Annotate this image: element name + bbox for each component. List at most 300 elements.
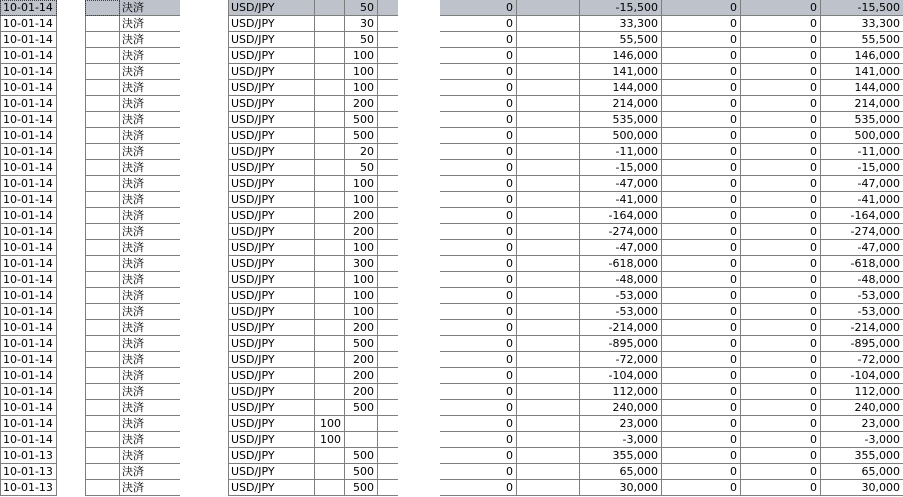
cell-zero-1[interactable]: 0 <box>440 432 517 448</box>
cell-zero-2[interactable]: 0 <box>662 288 741 304</box>
cell-blank-g[interactable] <box>378 480 398 496</box>
cell-zero-2[interactable]: 0 <box>662 176 741 192</box>
cell-currency-pair[interactable]: USD/JPY <box>228 368 314 384</box>
cell-blank-h[interactable] <box>517 288 580 304</box>
cell-blank-g[interactable] <box>378 48 398 64</box>
cell-lot-size[interactable]: 200 <box>345 368 378 384</box>
cell-lot-size[interactable]: 50 <box>345 160 378 176</box>
cell-blank-b[interactable] <box>85 208 120 224</box>
cell-zero-1[interactable]: 0 <box>440 144 517 160</box>
cell-blank-h[interactable] <box>517 384 580 400</box>
cell-zero-2[interactable]: 0 <box>662 48 741 64</box>
cell-blank-b[interactable] <box>85 384 120 400</box>
cell-zero-3[interactable]: 0 <box>741 48 821 64</box>
cell-zero-2[interactable]: 0 <box>662 96 741 112</box>
cell-blank-b[interactable] <box>85 128 120 144</box>
cell-lot-size[interactable]: 200 <box>345 384 378 400</box>
cell-lot-size[interactable]: 100 <box>345 80 378 96</box>
cell-zero-1[interactable]: 0 <box>440 448 517 464</box>
cell-profit-loss[interactable]: -15,000 <box>580 160 662 176</box>
cell-zero-3[interactable]: 0 <box>741 336 821 352</box>
cell-profit-loss-repeat[interactable]: -895,000 <box>821 336 903 352</box>
cell-lot-size[interactable] <box>345 416 378 432</box>
cell-blank-g[interactable] <box>378 96 398 112</box>
cell-settlement-type[interactable]: 決済 <box>120 336 180 352</box>
cell-zero-1[interactable]: 0 <box>440 288 517 304</box>
cell-blank-b[interactable] <box>85 144 120 160</box>
cell-lot-alt[interactable] <box>314 32 345 48</box>
cell-lot-alt[interactable] <box>314 80 345 96</box>
cell-blank-g[interactable] <box>378 272 398 288</box>
cell-lot-alt[interactable] <box>314 192 345 208</box>
cell-zero-2[interactable]: 0 <box>662 128 741 144</box>
cell-zero-3[interactable]: 0 <box>741 128 821 144</box>
cell-zero-1[interactable]: 0 <box>440 96 517 112</box>
cell-trade-date[interactable]: 10-01-14 <box>0 208 57 224</box>
cell-profit-loss[interactable]: -15,500 <box>580 0 662 16</box>
cell-trade-date[interactable]: 10-01-14 <box>0 224 57 240</box>
cell-lot-size[interactable]: 200 <box>345 208 378 224</box>
cell-currency-pair[interactable]: USD/JPY <box>228 272 314 288</box>
cell-settlement-type[interactable]: 決済 <box>120 288 180 304</box>
cell-blank-g[interactable] <box>378 176 398 192</box>
cell-blank-g[interactable] <box>378 224 398 240</box>
cell-profit-loss[interactable]: -618,000 <box>580 256 662 272</box>
cell-blank-b[interactable] <box>85 176 120 192</box>
cell-lot-alt[interactable] <box>314 256 345 272</box>
cell-settlement-type[interactable]: 決済 <box>120 208 180 224</box>
cell-zero-2[interactable]: 0 <box>662 464 741 480</box>
cell-zero-1[interactable]: 0 <box>440 240 517 256</box>
cell-zero-3[interactable]: 0 <box>741 368 821 384</box>
cell-trade-date[interactable]: 10-01-14 <box>0 320 57 336</box>
cell-profit-loss[interactable]: 30,000 <box>580 480 662 496</box>
cell-currency-pair[interactable]: USD/JPY <box>228 400 314 416</box>
cell-profit-loss[interactable]: -11,000 <box>580 144 662 160</box>
cell-blank-h[interactable] <box>517 176 580 192</box>
cell-settlement-type[interactable]: 決済 <box>120 416 180 432</box>
cell-lot-size[interactable]: 100 <box>345 240 378 256</box>
cell-lot-alt[interactable] <box>314 384 345 400</box>
cell-blank-g[interactable] <box>378 432 398 448</box>
cell-profit-loss[interactable]: -48,000 <box>580 272 662 288</box>
cell-zero-3[interactable]: 0 <box>741 64 821 80</box>
cell-lot-size[interactable]: 500 <box>345 448 378 464</box>
cell-blank-b[interactable] <box>85 288 120 304</box>
cell-profit-loss-repeat[interactable]: 65,000 <box>821 464 903 480</box>
cell-lot-size[interactable]: 50 <box>345 0 378 16</box>
cell-blank-b[interactable] <box>85 256 120 272</box>
cell-blank-g[interactable] <box>378 128 398 144</box>
cell-blank-g[interactable] <box>378 256 398 272</box>
cell-blank-g[interactable] <box>378 32 398 48</box>
cell-settlement-type[interactable]: 決済 <box>120 304 180 320</box>
cell-settlement-type[interactable]: 決済 <box>120 48 180 64</box>
cell-lot-alt[interactable] <box>314 464 345 480</box>
cell-lot-alt[interactable] <box>314 112 345 128</box>
cell-blank-b[interactable] <box>85 304 120 320</box>
cell-zero-1[interactable]: 0 <box>440 416 517 432</box>
cell-zero-3[interactable]: 0 <box>741 192 821 208</box>
cell-blank-h[interactable] <box>517 128 580 144</box>
cell-profit-loss-repeat[interactable]: 141,000 <box>821 64 903 80</box>
cell-blank-g[interactable] <box>378 80 398 96</box>
cell-zero-2[interactable]: 0 <box>662 448 741 464</box>
cell-zero-2[interactable]: 0 <box>662 384 741 400</box>
cell-lot-size[interactable]: 200 <box>345 96 378 112</box>
cell-blank-b[interactable] <box>85 480 120 496</box>
cell-zero-3[interactable]: 0 <box>741 224 821 240</box>
cell-lot-alt[interactable]: 100 <box>314 416 345 432</box>
cell-zero-1[interactable]: 0 <box>440 208 517 224</box>
cell-zero-1[interactable]: 0 <box>440 112 517 128</box>
cell-settlement-type[interactable]: 決済 <box>120 80 180 96</box>
cell-zero-1[interactable]: 0 <box>440 336 517 352</box>
cell-profit-loss-repeat[interactable]: -72,000 <box>821 352 903 368</box>
cell-zero-1[interactable]: 0 <box>440 80 517 96</box>
cell-blank-h[interactable] <box>517 48 580 64</box>
cell-currency-pair[interactable]: USD/JPY <box>228 448 314 464</box>
cell-blank-h[interactable] <box>517 192 580 208</box>
cell-profit-loss[interactable]: 141,000 <box>580 64 662 80</box>
cell-currency-pair[interactable]: USD/JPY <box>228 304 314 320</box>
cell-trade-date[interactable]: 10-01-14 <box>0 256 57 272</box>
cell-blank-b[interactable] <box>85 464 120 480</box>
cell-zero-1[interactable]: 0 <box>440 256 517 272</box>
cell-blank-g[interactable] <box>378 400 398 416</box>
cell-lot-size[interactable]: 30 <box>345 16 378 32</box>
cell-lot-size[interactable]: 100 <box>345 176 378 192</box>
cell-zero-2[interactable]: 0 <box>662 192 741 208</box>
cell-profit-loss-repeat[interactable]: -47,000 <box>821 240 903 256</box>
cell-lot-alt[interactable] <box>314 240 345 256</box>
cell-lot-alt[interactable] <box>314 144 345 160</box>
cell-profit-loss[interactable]: 65,000 <box>580 464 662 480</box>
cell-trade-date[interactable]: 10-01-14 <box>0 288 57 304</box>
cell-profit-loss-repeat[interactable]: 214,000 <box>821 96 903 112</box>
cell-blank-h[interactable] <box>517 96 580 112</box>
cell-zero-3[interactable]: 0 <box>741 352 821 368</box>
cell-blank-g[interactable] <box>378 240 398 256</box>
cell-blank-g[interactable] <box>378 304 398 320</box>
cell-trade-date[interactable]: 10-01-14 <box>0 368 57 384</box>
cell-blank-g[interactable] <box>378 160 398 176</box>
cell-zero-2[interactable]: 0 <box>662 160 741 176</box>
cell-currency-pair[interactable]: USD/JPY <box>228 112 314 128</box>
cell-zero-3[interactable]: 0 <box>741 32 821 48</box>
cell-blank-h[interactable] <box>517 16 580 32</box>
cell-trade-date[interactable]: 10-01-14 <box>0 400 57 416</box>
cell-profit-loss[interactable]: -164,000 <box>580 208 662 224</box>
cell-currency-pair[interactable]: USD/JPY <box>228 224 314 240</box>
cell-blank-b[interactable] <box>85 224 120 240</box>
cell-settlement-type[interactable]: 決済 <box>120 352 180 368</box>
cell-settlement-type[interactable]: 決済 <box>120 128 180 144</box>
cell-lot-alt[interactable] <box>314 480 345 496</box>
cell-profit-loss[interactable]: 33,300 <box>580 16 662 32</box>
cell-blank-g[interactable] <box>378 336 398 352</box>
cell-lot-size[interactable]: 500 <box>345 480 378 496</box>
cell-settlement-type[interactable]: 決済 <box>120 160 180 176</box>
cell-lot-size[interactable]: 200 <box>345 224 378 240</box>
cell-profit-loss[interactable]: -895,000 <box>580 336 662 352</box>
cell-profit-loss-repeat[interactable]: -15,500 <box>821 0 903 16</box>
cell-profit-loss-repeat[interactable]: -53,000 <box>821 288 903 304</box>
cell-zero-3[interactable]: 0 <box>741 208 821 224</box>
cell-zero-2[interactable]: 0 <box>662 400 741 416</box>
cell-lot-alt[interactable] <box>314 64 345 80</box>
cell-blank-b[interactable] <box>85 0 120 16</box>
cell-profit-loss[interactable]: -104,000 <box>580 368 662 384</box>
cell-blank-g[interactable] <box>378 64 398 80</box>
cell-lot-alt[interactable] <box>314 208 345 224</box>
cell-blank-g[interactable] <box>378 112 398 128</box>
cell-blank-b[interactable] <box>85 368 120 384</box>
cell-lot-alt[interactable]: 100 <box>314 432 345 448</box>
cell-lot-alt[interactable] <box>314 352 345 368</box>
cell-blank-h[interactable] <box>517 272 580 288</box>
cell-zero-2[interactable]: 0 <box>662 480 741 496</box>
cell-settlement-type[interactable]: 決済 <box>120 400 180 416</box>
cell-blank-b[interactable] <box>85 320 120 336</box>
cell-trade-date[interactable]: 10-01-14 <box>0 416 57 432</box>
cell-zero-1[interactable]: 0 <box>440 400 517 416</box>
cell-lot-size[interactable]: 100 <box>345 288 378 304</box>
cell-profit-loss-repeat[interactable]: 112,000 <box>821 384 903 400</box>
cell-trade-date[interactable]: 10-01-13 <box>0 480 57 496</box>
cell-profit-loss-repeat[interactable]: -41,000 <box>821 192 903 208</box>
cell-lot-size[interactable]: 100 <box>345 272 378 288</box>
cell-zero-1[interactable]: 0 <box>440 368 517 384</box>
cell-lot-alt[interactable] <box>314 96 345 112</box>
cell-settlement-type[interactable]: 決済 <box>120 432 180 448</box>
cell-lot-alt[interactable] <box>314 400 345 416</box>
cell-profit-loss-repeat[interactable]: 23,000 <box>821 416 903 432</box>
cell-currency-pair[interactable]: USD/JPY <box>228 48 314 64</box>
cell-lot-size[interactable]: 500 <box>345 336 378 352</box>
cell-blank-h[interactable] <box>517 320 580 336</box>
cell-blank-h[interactable] <box>517 112 580 128</box>
cell-blank-g[interactable] <box>378 384 398 400</box>
cell-trade-date[interactable]: 10-01-14 <box>0 32 57 48</box>
cell-trade-date[interactable]: 10-01-14 <box>0 0 57 16</box>
cell-profit-loss[interactable]: -53,000 <box>580 304 662 320</box>
cell-settlement-type[interactable]: 決済 <box>120 384 180 400</box>
cell-blank-h[interactable] <box>517 464 580 480</box>
cell-profit-loss[interactable]: 355,000 <box>580 448 662 464</box>
cell-currency-pair[interactable]: USD/JPY <box>228 64 314 80</box>
cell-trade-date[interactable]: 10-01-14 <box>0 16 57 32</box>
cell-lot-alt[interactable] <box>314 224 345 240</box>
cell-blank-b[interactable] <box>85 48 120 64</box>
cell-profit-loss-repeat[interactable]: 500,000 <box>821 128 903 144</box>
cell-trade-date[interactable]: 10-01-14 <box>0 336 57 352</box>
cell-blank-g[interactable] <box>378 448 398 464</box>
cell-zero-1[interactable]: 0 <box>440 48 517 64</box>
cell-blank-h[interactable] <box>517 448 580 464</box>
cell-blank-b[interactable] <box>85 64 120 80</box>
cell-blank-b[interactable] <box>85 240 120 256</box>
cell-zero-1[interactable]: 0 <box>440 320 517 336</box>
cell-blank-h[interactable] <box>517 256 580 272</box>
cell-currency-pair[interactable]: USD/JPY <box>228 288 314 304</box>
cell-blank-h[interactable] <box>517 416 580 432</box>
cell-zero-3[interactable]: 0 <box>741 448 821 464</box>
cell-zero-1[interactable]: 0 <box>440 128 517 144</box>
cell-zero-1[interactable]: 0 <box>440 304 517 320</box>
cell-zero-3[interactable]: 0 <box>741 96 821 112</box>
cell-settlement-type[interactable]: 決済 <box>120 192 180 208</box>
cell-trade-date[interactable]: 10-01-14 <box>0 304 57 320</box>
cell-profit-loss-repeat[interactable]: 535,000 <box>821 112 903 128</box>
cell-profit-loss-repeat[interactable]: -618,000 <box>821 256 903 272</box>
cell-zero-1[interactable]: 0 <box>440 464 517 480</box>
cell-zero-2[interactable]: 0 <box>662 256 741 272</box>
cell-zero-3[interactable]: 0 <box>741 80 821 96</box>
cell-zero-2[interactable]: 0 <box>662 416 741 432</box>
cell-lot-size[interactable]: 100 <box>345 304 378 320</box>
cell-zero-2[interactable]: 0 <box>662 16 741 32</box>
cell-blank-b[interactable] <box>85 336 120 352</box>
cell-profit-loss-repeat[interactable]: -15,000 <box>821 160 903 176</box>
cell-profit-loss[interactable]: 55,500 <box>580 32 662 48</box>
cell-blank-h[interactable] <box>517 64 580 80</box>
cell-profit-loss[interactable]: -3,000 <box>580 432 662 448</box>
cell-zero-2[interactable]: 0 <box>662 240 741 256</box>
cell-zero-1[interactable]: 0 <box>440 32 517 48</box>
cell-zero-2[interactable]: 0 <box>662 144 741 160</box>
cell-zero-3[interactable]: 0 <box>741 256 821 272</box>
cell-zero-3[interactable]: 0 <box>741 240 821 256</box>
cell-settlement-type[interactable]: 決済 <box>120 256 180 272</box>
cell-blank-g[interactable] <box>378 320 398 336</box>
cell-zero-1[interactable]: 0 <box>440 0 517 16</box>
cell-trade-date[interactable]: 10-01-14 <box>0 272 57 288</box>
cell-blank-h[interactable] <box>517 336 580 352</box>
cell-lot-alt[interactable] <box>314 304 345 320</box>
cell-blank-h[interactable] <box>517 80 580 96</box>
cell-profit-loss-repeat[interactable]: 144,000 <box>821 80 903 96</box>
cell-blank-b[interactable] <box>85 416 120 432</box>
cell-trade-date[interactable]: 10-01-14 <box>0 112 57 128</box>
cell-trade-date[interactable]: 10-01-13 <box>0 464 57 480</box>
cell-lot-size[interactable]: 100 <box>345 48 378 64</box>
cell-blank-b[interactable] <box>85 432 120 448</box>
cell-zero-1[interactable]: 0 <box>440 192 517 208</box>
cell-lot-alt[interactable] <box>314 368 345 384</box>
cell-currency-pair[interactable]: USD/JPY <box>228 96 314 112</box>
cell-blank-b[interactable] <box>85 448 120 464</box>
cell-blank-h[interactable] <box>517 144 580 160</box>
cell-blank-g[interactable] <box>378 416 398 432</box>
cell-lot-size[interactable]: 200 <box>345 320 378 336</box>
cell-trade-date[interactable]: 10-01-14 <box>0 128 57 144</box>
cell-zero-2[interactable]: 0 <box>662 208 741 224</box>
cell-profit-loss[interactable]: 214,000 <box>580 96 662 112</box>
cell-lot-alt[interactable] <box>314 336 345 352</box>
cell-trade-date[interactable]: 10-01-14 <box>0 384 57 400</box>
cell-zero-1[interactable]: 0 <box>440 16 517 32</box>
cell-currency-pair[interactable]: USD/JPY <box>228 352 314 368</box>
cell-blank-h[interactable] <box>517 368 580 384</box>
cell-settlement-type[interactable]: 決済 <box>120 16 180 32</box>
cell-blank-h[interactable] <box>517 432 580 448</box>
cell-currency-pair[interactable]: USD/JPY <box>228 80 314 96</box>
cell-profit-loss-repeat[interactable]: 30,000 <box>821 480 903 496</box>
cell-blank-b[interactable] <box>85 160 120 176</box>
cell-currency-pair[interactable]: USD/JPY <box>228 0 314 16</box>
cell-lot-alt[interactable] <box>314 176 345 192</box>
cell-blank-b[interactable] <box>85 352 120 368</box>
cell-profit-loss-repeat[interactable]: -47,000 <box>821 176 903 192</box>
cell-lot-alt[interactable] <box>314 160 345 176</box>
cell-trade-date[interactable]: 10-01-14 <box>0 432 57 448</box>
cell-zero-1[interactable]: 0 <box>440 272 517 288</box>
cell-lot-size[interactable]: 100 <box>345 64 378 80</box>
cell-profit-loss-repeat[interactable]: 146,000 <box>821 48 903 64</box>
cell-trade-date[interactable]: 10-01-14 <box>0 48 57 64</box>
cell-lot-size[interactable]: 500 <box>345 400 378 416</box>
cell-zero-2[interactable]: 0 <box>662 272 741 288</box>
cell-settlement-type[interactable]: 決済 <box>120 64 180 80</box>
cell-currency-pair[interactable]: USD/JPY <box>228 256 314 272</box>
cell-zero-3[interactable]: 0 <box>741 160 821 176</box>
cell-trade-date[interactable]: 10-01-14 <box>0 64 57 80</box>
cell-blank-b[interactable] <box>85 16 120 32</box>
cell-zero-3[interactable]: 0 <box>741 416 821 432</box>
cell-blank-h[interactable] <box>517 240 580 256</box>
cell-lot-size[interactable]: 50 <box>345 32 378 48</box>
cell-currency-pair[interactable]: USD/JPY <box>228 416 314 432</box>
cell-lot-size[interactable]: 500 <box>345 128 378 144</box>
cell-zero-2[interactable]: 0 <box>662 352 741 368</box>
cell-zero-3[interactable]: 0 <box>741 432 821 448</box>
cell-trade-date[interactable]: 10-01-14 <box>0 240 57 256</box>
cell-zero-3[interactable]: 0 <box>741 16 821 32</box>
cell-zero-3[interactable]: 0 <box>741 464 821 480</box>
cell-settlement-type[interactable]: 決済 <box>120 224 180 240</box>
cell-trade-date[interactable]: 10-01-14 <box>0 96 57 112</box>
cell-zero-1[interactable]: 0 <box>440 480 517 496</box>
cell-currency-pair[interactable]: USD/JPY <box>228 320 314 336</box>
cell-blank-g[interactable] <box>378 288 398 304</box>
cell-blank-b[interactable] <box>85 400 120 416</box>
cell-zero-3[interactable]: 0 <box>741 400 821 416</box>
cell-profit-loss[interactable]: 144,000 <box>580 80 662 96</box>
cell-zero-2[interactable]: 0 <box>662 336 741 352</box>
cell-zero-2[interactable]: 0 <box>662 224 741 240</box>
cell-blank-g[interactable] <box>378 16 398 32</box>
cell-currency-pair[interactable]: USD/JPY <box>228 464 314 480</box>
cell-profit-loss-repeat[interactable]: -104,000 <box>821 368 903 384</box>
cell-blank-h[interactable] <box>517 208 580 224</box>
cell-zero-3[interactable]: 0 <box>741 176 821 192</box>
cell-blank-h[interactable] <box>517 304 580 320</box>
cell-lot-size[interactable] <box>345 432 378 448</box>
cell-currency-pair[interactable]: USD/JPY <box>228 16 314 32</box>
cell-settlement-type[interactable]: 決済 <box>120 480 180 496</box>
cell-lot-size[interactable]: 300 <box>345 256 378 272</box>
cell-zero-2[interactable]: 0 <box>662 80 741 96</box>
cell-zero-2[interactable]: 0 <box>662 64 741 80</box>
cell-zero-3[interactable]: 0 <box>741 288 821 304</box>
cell-profit-loss[interactable]: -47,000 <box>580 176 662 192</box>
cell-settlement-type[interactable]: 決済 <box>120 32 180 48</box>
cell-profit-loss-repeat[interactable]: 55,500 <box>821 32 903 48</box>
cell-profit-loss-repeat[interactable]: 240,000 <box>821 400 903 416</box>
cell-profit-loss[interactable]: 535,000 <box>580 112 662 128</box>
cell-profit-loss[interactable]: 240,000 <box>580 400 662 416</box>
